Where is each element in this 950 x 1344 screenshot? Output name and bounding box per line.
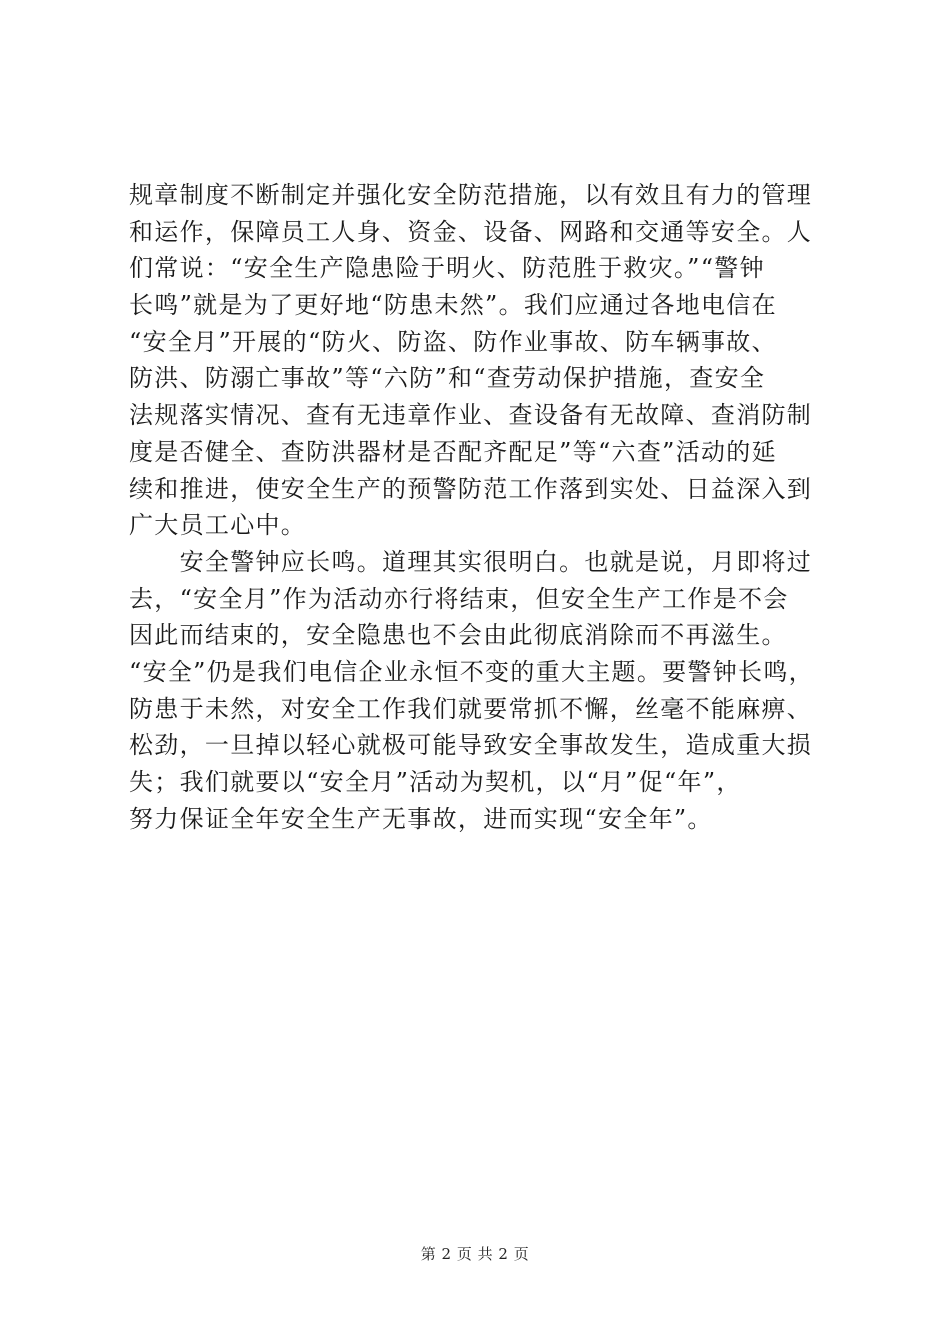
text-line: 广大员工心中。 — [129, 511, 307, 540]
body-text — [129, 177, 829, 837]
text-line: 防洪、防溺亡事故”等“六防”和“查劳动保护措施，查安全 — [129, 364, 766, 393]
page-number-label: 第 2 页 共 2 页 — [420, 1245, 530, 1263]
page-footer — [0, 1243, 950, 1264]
text-line: 法规落实情况、查有无违章作业、查设备有无故障、查消防制 — [129, 401, 813, 430]
text-line: 长鸣”就是为了更好地“防患未然”。我们应通过各地电信在 — [129, 291, 777, 320]
text-line: 因此而结束的，安全隐患也不会由此彻底消除而不再滋生。 — [129, 621, 787, 650]
text-line: 续和推进，使安全生产的预警防范工作落到实处、日益深入到 — [129, 474, 813, 503]
text-line: 去，“安全月”作为活动亦行将结束，但安全生产工作是不会 — [129, 584, 789, 613]
text-line: 防患于未然，对安全工作我们就要常抓不懈，丝毫不能麻痹、 — [129, 694, 813, 723]
text-line: “安全”仍是我们电信企业永恒不变的重大主题。要警钟长鸣， — [129, 657, 814, 686]
text-line: “安全月”开展的“防火、防盗、防作业事故、防车辆事故、 — [129, 327, 777, 356]
text-line: 松劲，一旦掉以轻心就极可能导致安全事故发生，造成重大损 — [129, 731, 813, 760]
text-line: 努力保证全年安全生产无事故，进而实现“安全年”。 — [129, 804, 713, 833]
text-line: 失；我们就要以“安全月”活动为契机，以“月”促“年”， — [129, 768, 742, 796]
text-line: 度是否健全、查防洪器材是否配齐配足”等“六查”活动的延 — [129, 437, 777, 466]
text-line: 安全警钟应长鸣。道理其实很明白。也就是说，月即将过 — [129, 547, 813, 576]
text-line: 们常说：“安全生产隐患险于明火、防范胜于救灾。”“警钟 — [129, 254, 765, 283]
text-line: 和运作，保障员工人身、资金、设备、网路和交通等安全。人 — [129, 217, 813, 246]
text-line: 规章制度不断制定并强化安全防范措施，以有效且有力的管理 — [129, 181, 813, 209]
